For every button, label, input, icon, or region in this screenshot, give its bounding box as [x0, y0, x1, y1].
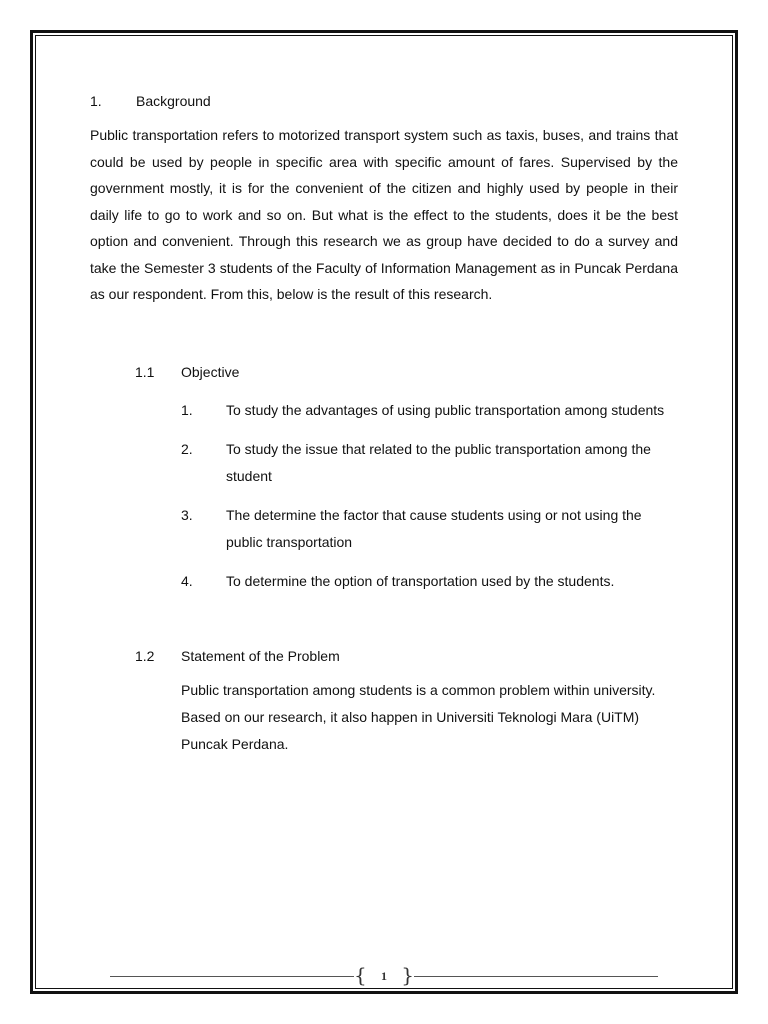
list-item-text: To study the issue that related to the public transportation among the student	[226, 440, 651, 484]
list-item	[181, 502, 678, 556]
left-brace-icon: {	[354, 963, 367, 987]
list-item-number: 2.	[181, 440, 193, 457]
page-number: 1	[381, 969, 387, 983]
list-item-number: 4.	[181, 572, 193, 589]
list-item-number: 1.	[181, 401, 193, 418]
page-footer	[110, 960, 658, 990]
list-item-text: The determine the factor that cause students using or not using the public transportation	[226, 506, 642, 550]
problem-paragraph: Public transportation among students is a common problem within university. Based on our research, it also happen in Universiti Teknologi Mara (UiTM) Puncak Perdana.	[181, 681, 656, 752]
list-item	[181, 397, 678, 424]
footer-rule-left	[110, 976, 354, 977]
background-number: 1.	[90, 93, 102, 109]
footer-rule-right	[414, 976, 658, 977]
objective-title: Objective	[181, 363, 240, 380]
objective-list	[181, 397, 678, 595]
objective-heading	[135, 361, 678, 383]
problem-title: Statement of the Problem	[181, 647, 340, 664]
list-item-number: 3.	[181, 506, 193, 523]
list-item	[181, 436, 678, 490]
right-brace-icon: }	[401, 963, 414, 987]
background-title: Background	[136, 93, 211, 109]
document-body	[90, 90, 678, 772]
objective-number: 1.1	[135, 363, 155, 380]
problem-number: 1.2	[135, 647, 155, 664]
list-item-text: To study the advantages of using public transportation among students	[226, 401, 665, 418]
page-number-brace	[354, 962, 414, 988]
list-item	[181, 568, 678, 595]
problem-heading	[135, 645, 678, 667]
background-heading	[90, 90, 678, 112]
background-paragraph: Public transportation refers to motorized transport system such as taxis, buses, and trains that could be used by people in specific area with specific amount of fares. Supervised by the government mostly, it is for the convenient of the citizen and highly used by people in their daily life to go to work and so on. But what is the effect to the students, does it be the best option and convenient. Through this research we as group have decided to do a survey and take the Semester 3 students of the Faculty of Information Management as in Puncak Perdana as our respondent. From this, below is the result of this research.	[90, 127, 678, 302]
list-item-text: To determine the option of transportation used by the students.	[226, 572, 615, 589]
